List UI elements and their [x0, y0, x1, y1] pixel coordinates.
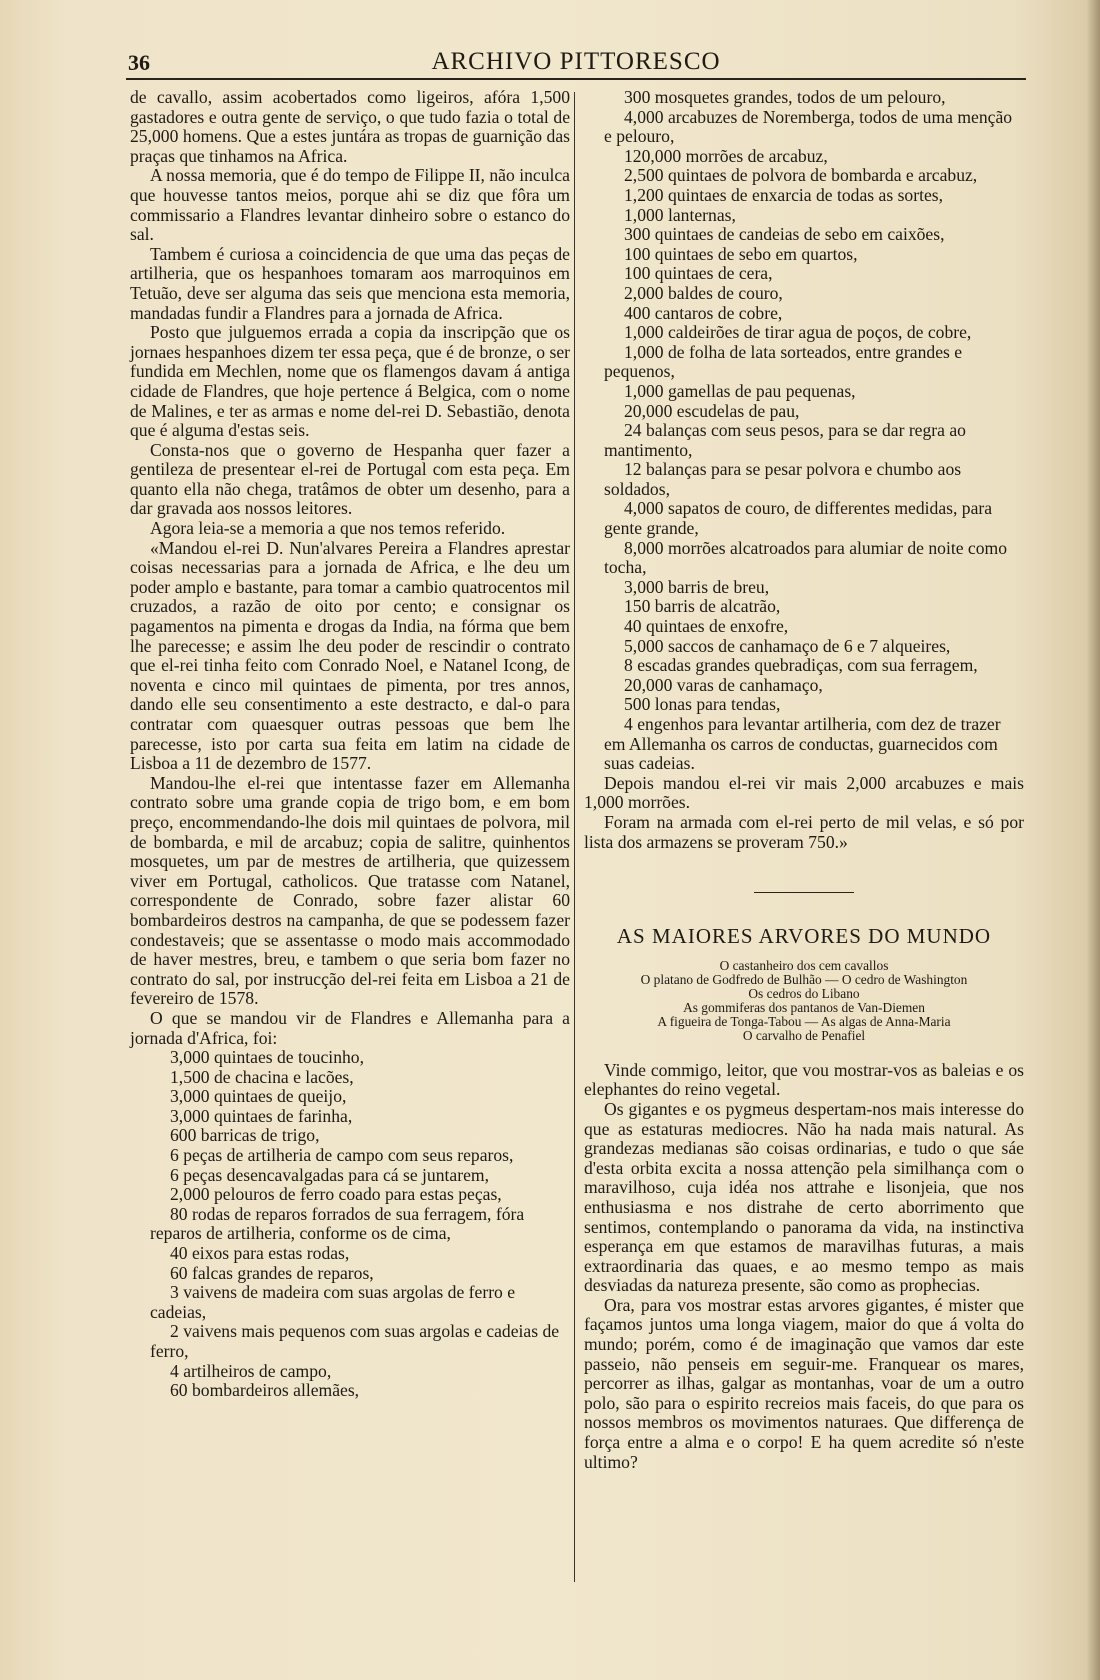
list-item: 120,000 morrões de arcabuz,: [624, 145, 828, 166]
list-item: 1,500 de chacina e lacões,: [170, 1066, 354, 1087]
paragraph: Mandou-lhe el-rei que intentasse fazer em Allemanha contrato sobre uma grande copia de trigo bom, e em bom preço, encommendando-lhe dois mil quintaes de polvora, mil de bombarda, e mil de arcabuz; copia de salitre, quinhentos mosquetes, um par de mestres de artilheria, que quizessem viver em Portugal, catholicos. Que tratasse com Natanel, correspondente de Conrado, sobre fazer alistar 60 bombardeiros destros na campanha, de que se podessem fazer condestaveis; que se assentasse o modo mais accommodado de haver mestres, breu, e tambem o que seria bom fazer no contrato do sal, por instrucção del-rei feita em Lisboa a 21 de fevereiro de 1578.: [130, 772, 570, 1009]
list-item: 300 quintaes de candeias de sebo em caixões,: [624, 224, 945, 245]
article-summary: [584, 959, 1024, 1043]
list-item: 3 vaivens de madeira com suas argolas de ferro e cadeias,: [150, 1282, 516, 1322]
summary-line: O platano de Godfredo de Bulhão — O cedro de Washington: [640, 971, 968, 987]
paragraph: Agora leia-se a memoria a que nos temos referido.: [150, 518, 506, 539]
list-item: 6 peças desencavalgadas para cá se juntarem,: [170, 1164, 489, 1185]
list-item: 3,000 quintaes de farinha,: [170, 1105, 353, 1126]
summary-line: Os cedros do Libano: [748, 985, 860, 1001]
list-item: 4,000 sapatos de couro, de differentes medidas, para gente grande,: [604, 498, 993, 539]
list-item: 4 engenhos para levantar artilheria, com dez de trazer em Allemanha os carros de conductas, guarnecidos com suas cadeias.: [604, 714, 1001, 774]
summary-line: O castanheiro dos cem cavallos: [719, 957, 889, 973]
list-item: 2,000 pelouros de ferro coado para estas peças,: [170, 1184, 502, 1205]
list-item: 80 rodas de reparos forrados de sua ferragem, fóra reparos de artilheria, conforme os de cima,: [150, 1203, 525, 1244]
list-item: 1,000 de folha de lata sorteados, entre grandes e pequenos,: [604, 341, 963, 382]
list-item: 3,000 quintaes de toucinho,: [170, 1047, 364, 1068]
paragraph: de cavallo, assim acobertados como ligeiros, afóra 1,500 gastadores e outra gente de serviço, o que tudo fazia o total de 25,000 homens. Que a estes juntára as tropas de guarnição das praças que tinhamos na Africa.: [130, 87, 570, 166]
list-item: 12 balanças para se pesar polvora e chumbo aos soldados,: [604, 459, 962, 499]
paragraph: O que se mandou vir de Flandres e Allemanha para a jornada d'Africa, foi:: [130, 1007, 570, 1048]
list-item: 3,000 barris de breu,: [624, 576, 770, 597]
page-header: [126, 44, 1026, 80]
paragraph: A nossa memoria, que é do tempo de Filippe II, não inculca que houvesse tantos meios, porque ahi se diz que fôra um commissario a Flandres levantar dinheiro sobre o estanco do sal.: [130, 165, 570, 245]
list-item: 100 quintaes de sebo em quartos,: [624, 243, 858, 264]
list-item: 60 falcas grandes de reparos,: [170, 1262, 374, 1283]
article-paragraph: Vinde commigo, leitor, que vou mostrar-vos as baleias e os elephantes do reino vegetal.: [584, 1059, 1024, 1100]
list-item: 150 barris de alcatrão,: [624, 596, 781, 617]
list-item: 1,200 quintaes de enxarcia de todas as sortes,: [624, 184, 944, 205]
list-item: 6 peças de artilheria de campo com seus reparos,: [170, 1145, 514, 1166]
list-item: 8,000 morrões alcatroados para alumiar de noite como tocha,: [604, 537, 1008, 578]
supplies-list-continued: [584, 88, 1024, 852]
article-title: AS MAIORES ARVORES DO MUNDO: [616, 924, 992, 949]
list-item: 1,000 gamellas de pau pequenas,: [624, 380, 856, 401]
list-item: 20,000 varas de canhamaço,: [624, 674, 823, 695]
summary-line: O carvalho de Penafiel: [742, 1027, 866, 1043]
list-item: 100 quintaes de cera,: [624, 263, 773, 284]
list-item: 20,000 escudelas de pau,: [624, 400, 800, 421]
article-paragraph: Os gigantes e os pygmeus despertam-nos mais interesse do que as estaturas mediocres. Não ha nada mais natural. As grandezas medianas são coisas ordinarias, e tudo o que sáe d'esta orbita excita a nossa attenção pela similhança com o maravilhoso, cuja idéa nos attrahe e lisonjeia, que nos enthusiasma e nos distrahe de certo aborrimento que sentimos, contemplando o panorama da vida, na instinctiva esperança em que estamos de maravilhas futuras, a mais extraordinaria das quaes, e ao mesmo tempo as mais desviadas da natureza presente, são como as prophecias.: [584, 1098, 1024, 1296]
section-separator-rule: [754, 892, 854, 893]
article-body: [584, 1061, 1024, 1472]
article-paragraph: Ora, para vos mostrar estas arvores gigantes, é mister que façamos juntos uma longa viagem, maior do que á volta do mundo; porém, como é de imaginação que vamos dar este passeio, não penseis em seguir-me. Franquear os mares, percorrer as ilhas, galgar as montanhas, voar de um a outro polo, são para o espirito recreios mais faceis, do que para os nossos membros os movimentos naturaes. Que differença de força entre a alma e o corpo! E ha quem acredite só n'este ultimo?: [584, 1294, 1024, 1472]
list-item: 4 artilheiros de campo,: [170, 1360, 332, 1381]
paragraph: «Mandou el-rei D. Nun'alvares Pereira a Flandres aprestar coisas necessarias para a jornada de Africa, e lhe deu um poder amplo e bastante, para tomar a cambio quatrocentos mil cruzados, a razão de oito por cento; e consignar os pagamentos na pimenta e drogas da India, na fórma que bem lhe parecesse; e assim lhe deu poder de rescindir o contrato que el-rei tinha feito com Conrado Noel, e Natanel Icong, de noventa e cinco mil quintaes de pimenta, por tres annos, dando elle seu consentimento a este destracto, e dal-o para contratar com quaesquer outras pessoas que bem lhe parecesse, isto por carta sua feita em latim na cidade de Lisboa a 11 de dezembro de 1577.: [130, 537, 570, 774]
list-item: 600 barricas de trigo,: [170, 1125, 320, 1146]
list-item: 60 bombardeiros allemães,: [170, 1380, 360, 1401]
list-item: 3,000 quintaes de queijo,: [170, 1086, 347, 1107]
paragraph: Tambem é curiosa a coincidencia de que uma das peças de artilheria, que os hespanhoes tomaram aos marroquinos em Tetuão, deve ser alguma das seis que menciona esta memoria, mandadas fundir a Flandres para a jornada de Africa.: [130, 243, 570, 323]
page-number: 36: [128, 50, 150, 75]
list-item: 300 mosquetes grandes, todos de um pelouro,: [624, 87, 946, 107]
list-item: 1,000 caldeirões de tirar agua de poços, de cobre,: [624, 322, 972, 343]
list-item: 40 eixos para estas rodas,: [170, 1243, 350, 1264]
summary-line: A figueira de Tonga-Tabou — As algas de Anna-Maria: [657, 1013, 951, 1029]
paragraph: Depois mandou el-rei vir mais 2,000 arcabuzes e mais 1,000 morrões.: [584, 772, 1024, 813]
list-item: 2,500 quintaes de polvora de bombarda e arcabuz,: [624, 165, 978, 186]
column-divider: [574, 92, 575, 1582]
list-item: 5,000 saccos de canhamaço de 6 e 7 alqueires,: [624, 635, 951, 656]
list-item: 500 lonas para tendas,: [624, 694, 781, 715]
paragraph: Foram na armada com el-rei perto de mil velas, e só por lista dos armazens se proveram 750.»: [584, 811, 1024, 852]
page-edge-shadow: [1086, 0, 1100, 1680]
list-item: 24 balanças com seus pesos, para se dar regra ao mantimento,: [604, 420, 966, 460]
list-item: 40 quintaes de enxofre,: [624, 616, 789, 637]
journal-title: ARCHIVO PITTORESCO: [431, 48, 721, 75]
list-item: 400 cantaros de cobre,: [624, 302, 783, 323]
left-column: [130, 88, 570, 1401]
list-item: 1,000 lanternas,: [624, 204, 736, 225]
list-item: 4,000 arcabuzes de Noremberga, todos de uma menção e pelouro,: [604, 106, 1013, 147]
list-item: 2 vaivens mais pequenos com suas argolas e cadeias de ferro,: [150, 1321, 560, 1361]
list-item: 2,000 baldes de couro,: [624, 282, 783, 303]
right-column: [584, 88, 1024, 1472]
summary-line: As gommiferas dos pantanos de Van-Diemen: [683, 999, 925, 1015]
list-item: 8 escadas grandes quebradiças, com sua ferragem,: [624, 655, 978, 676]
paragraph: Posto que julguemos errada a copia da inscripção que os jornaes hespanhoes dizem ter essa peça, que é de bronze, o ser fundida em Mechlen, nome que os flamengos davam á antiga cidade de Flandres, que hoje pertence á Belgica, com o nome de Malines, e ter as armas e nome del-rei D. Sebastião, denota que é alguma d'estas seis.: [130, 322, 570, 441]
paragraph: Consta-nos que o governo de Hespanha quer fazer a gentileza de presentear el-rei de Portugal com esta peça. Em quanto ella não chega, tratâmos de obter um desenho, para a dar gravada aos nossos leitores.: [130, 439, 570, 519]
